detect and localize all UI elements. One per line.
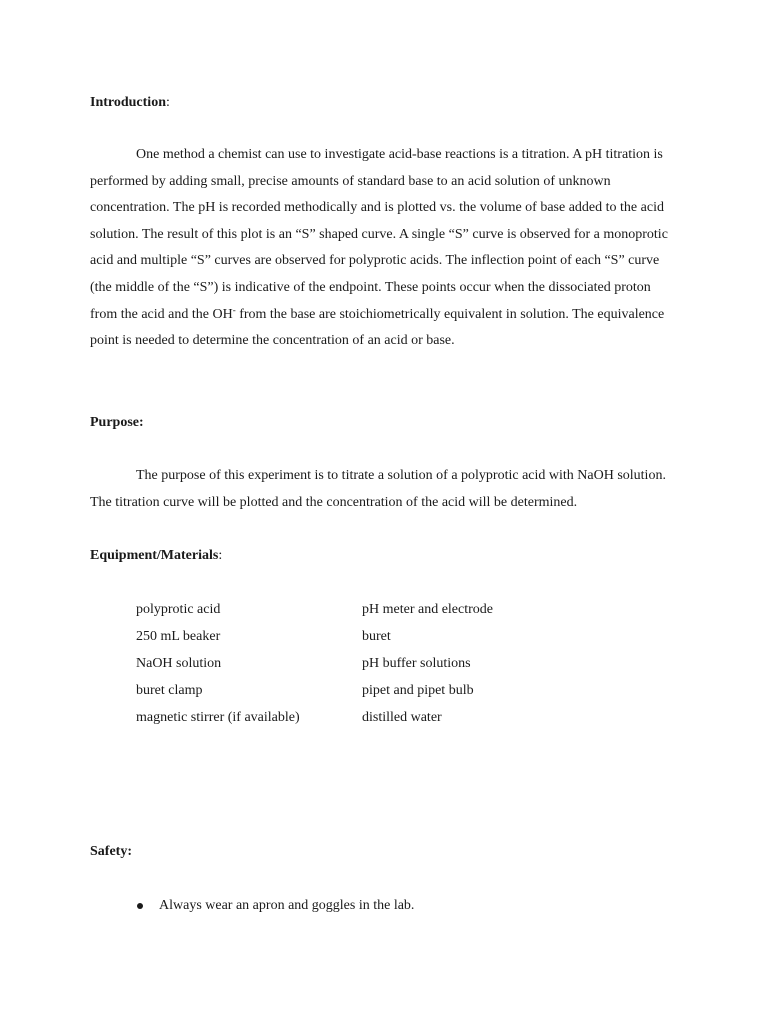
introduction-heading-text: Introduction xyxy=(90,95,166,110)
materials-row xyxy=(136,627,636,654)
introduction-heading-colon: : xyxy=(165,95,170,110)
bullet-icon xyxy=(137,903,143,909)
safety-list-item xyxy=(136,896,414,916)
material-item: buret clamp xyxy=(136,683,203,698)
introduction-paragraph xyxy=(90,142,680,355)
material-item: 250 mL beaker xyxy=(136,629,221,644)
introduction-heading xyxy=(90,94,170,112)
material-item: pH buffer solutions xyxy=(362,656,471,671)
safety-heading: Safety: xyxy=(90,844,132,859)
materials-row xyxy=(136,681,636,708)
material-item: magnetic stirrer (if available) xyxy=(136,710,300,725)
material-item: buret xyxy=(362,629,391,644)
purpose-paragraph: The purpose of this experiment is to titrate a solution of a polyprotic acid with NaOH solution. The titration curve will be plotted and the concentration of the acid will be determined. xyxy=(90,468,666,510)
materials-row xyxy=(136,708,636,735)
safety-list xyxy=(136,896,414,916)
introduction-text-part2: from the base are stoichiometrically equivalent in solution. The equivalence point is needed to determine the concentration of an acid or base. xyxy=(90,306,665,349)
purpose-heading: Purpose: xyxy=(90,415,144,430)
equipment-heading xyxy=(90,547,222,565)
materials-row xyxy=(136,654,636,681)
material-item: pH meter and electrode xyxy=(362,602,493,617)
hydroxide-superscript: - xyxy=(232,304,236,315)
material-item: distilled water xyxy=(362,710,442,725)
material-item: NaOH solution xyxy=(136,656,222,671)
materials-list xyxy=(136,600,636,735)
materials-row xyxy=(136,600,636,627)
introduction-text-part1: One method a chemist can use to investigate acid-base reactions is a titration. A pH titration is performed by adding small, precise amounts of standard base to an acid solution of unknown concentration. The pH is recorded methodically and is plotted vs. the volume of base added to the acid solution. The result of this plot is an “S” shaped curve. A single “S” curve is observed for a monoprotic acid and multiple “S” curves are observed for polyprotic acids. The inflection point of each “S” curve (the middle of the “S”) is indicative of the endpoint. These points occur when the dissociated proton from the acid and the OH xyxy=(90,147,668,322)
safety-item-text: Always wear an apron and goggles in the lab. xyxy=(159,898,415,913)
equipment-heading-colon: : xyxy=(218,548,223,563)
equipment-heading-text: Equipment/Materials xyxy=(90,548,219,563)
material-item: polyprotic acid xyxy=(136,602,221,617)
material-item: pipet and pipet bulb xyxy=(362,683,474,698)
